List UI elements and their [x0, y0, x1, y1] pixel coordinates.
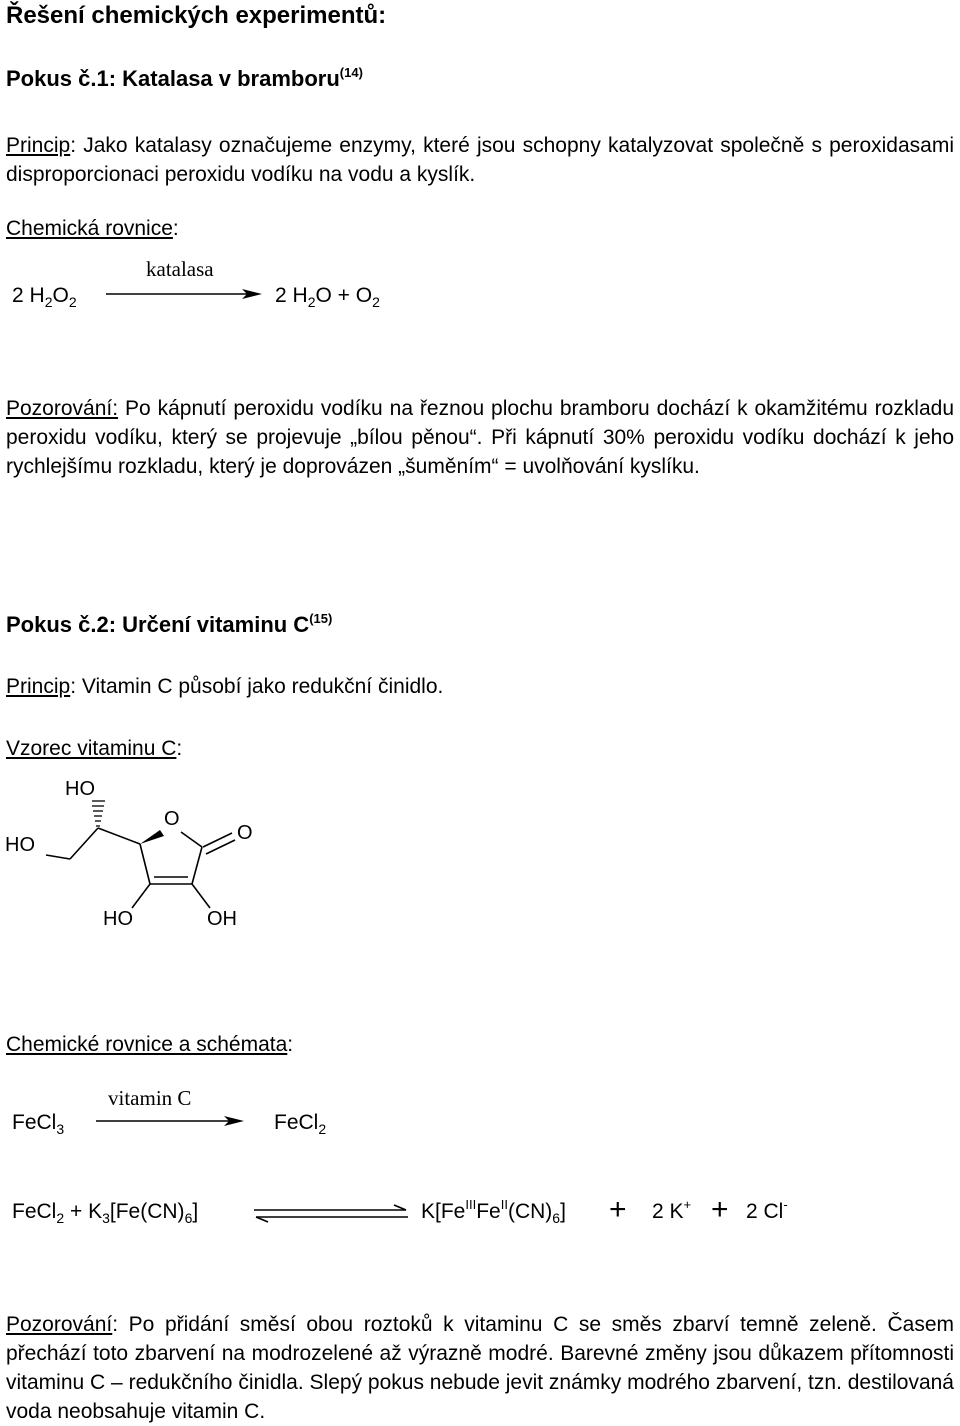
scheme1-catalyst: vitamin C [108, 1086, 192, 1110]
label-ho-bottom: HO [103, 908, 133, 930]
exp2-principle-label: Princip [6, 675, 71, 698]
exp2-observation [6, 1310, 954, 1426]
exp1-observation-text: Po kápnutí peroxidu vodíku na řeznou plochu bramboru dochází k okamžitému rozkladu peroxidu vodíku, který se projevuje „bílou pěnou“. Při kápnutí 30% peroxidu vodíku dochází k jeho rychlejšímu rozkladu, který je doprovázen „šuměním“ = uvolňování kyslíku. [6, 397, 954, 478]
page-title: Řešení chemických experimentů: [6, 2, 387, 29]
reaction-arrow-2 [92, 1111, 250, 1131]
equilibrium-arrows [246, 1202, 416, 1224]
exp1-heading [6, 66, 363, 92]
scheme1-product: FeCl$_2$ [274, 1111, 327, 1137]
reaction-arrow-1 [102, 284, 268, 304]
scheme2-chloride: 2 Cl- [746, 1197, 788, 1223]
label-o-carbonyl: O [237, 822, 253, 844]
exp1-principle-text: : Jako katalasy označujeme enzymy, které jsou schopny katalyzovat společně s peroxidasami disproporcionaci peroxidu vodíku na vodu a kyslík. [6, 134, 954, 186]
exp2-observation-text: : Po přidání směsí obou roztoků k vitaminu C se směs zbarví temně zeleně. Časem přechází toto zbarvení na modrozelené až výrazně modré. Barevné změny jsou důkazem přítomnosti vitaminu C – redukčního činidla. Slepý pokus nebude jevit známky modrého zbarvení, tzn. destilovaná voda neobsahuje vitamin C. [6, 1313, 954, 1423]
exp2-ref: (15) [309, 611, 333, 626]
scheme2-reactants: FeCl$_2$ + $K_3[Fe(CN)_6]$ [12, 1200, 199, 1226]
exp2-heading [6, 612, 332, 638]
exp2-formula-heading: Vzorec vitaminu C: [6, 737, 183, 760]
exp1-principle [6, 131, 954, 189]
exp2-principle [6, 675, 443, 699]
plus-sign-2: + [711, 1193, 729, 1226]
exp2-formula-label: Vzorec vitaminu C [6, 737, 177, 760]
label-oh-bottom: OH [207, 908, 237, 930]
exp2-heading-text: Pokus č.2: Určení vitaminu C [6, 612, 310, 637]
exp2-schemes-heading: Chemické rovnice a schémata: [6, 1033, 294, 1056]
plus-sign-1: + [609, 1193, 627, 1226]
vitamin-c-structure [0, 770, 300, 940]
label-ho-left: HO [5, 834, 35, 856]
label-o-ring: O [164, 808, 180, 830]
label-ho-top: HO [65, 778, 95, 800]
exp2-schemes-label: Chemické rovnice a schémata [6, 1033, 288, 1056]
exp2-principle-text: : Vitamin C působí jako redukční činidlo. [70, 675, 444, 698]
exp2-observation-label: Pozorování [6, 1313, 113, 1336]
scheme2-potassium: 2 K+ [652, 1197, 692, 1223]
exp1-principle-label: Princip [6, 134, 71, 157]
exp1-observation-label: Pozorování: [6, 397, 119, 420]
scheme1-reactant: FeCl$_3$ [12, 1111, 65, 1137]
exp1-heading-text: Pokus č.1: Katalasa v bramboru [6, 66, 340, 91]
exp1-equation-label: Chemická rovnice [6, 217, 173, 240]
scheme2-product-complex: $K[Fe^{III}Fe^{II}(CN)_6]$ [421, 1197, 566, 1226]
exp1-observation [6, 394, 954, 481]
hashed-wedge [92, 801, 105, 826]
exp1-reactant: 2 $H_2O_2$ [12, 284, 77, 310]
exp1-equation-heading: Chemická rovnice: [6, 217, 179, 240]
exp1-ref: (14) [339, 65, 363, 80]
exp1-catalyst-label: katalasa [146, 257, 214, 281]
exp1-products: 2 $H_2O + O_2$ [275, 284, 380, 310]
